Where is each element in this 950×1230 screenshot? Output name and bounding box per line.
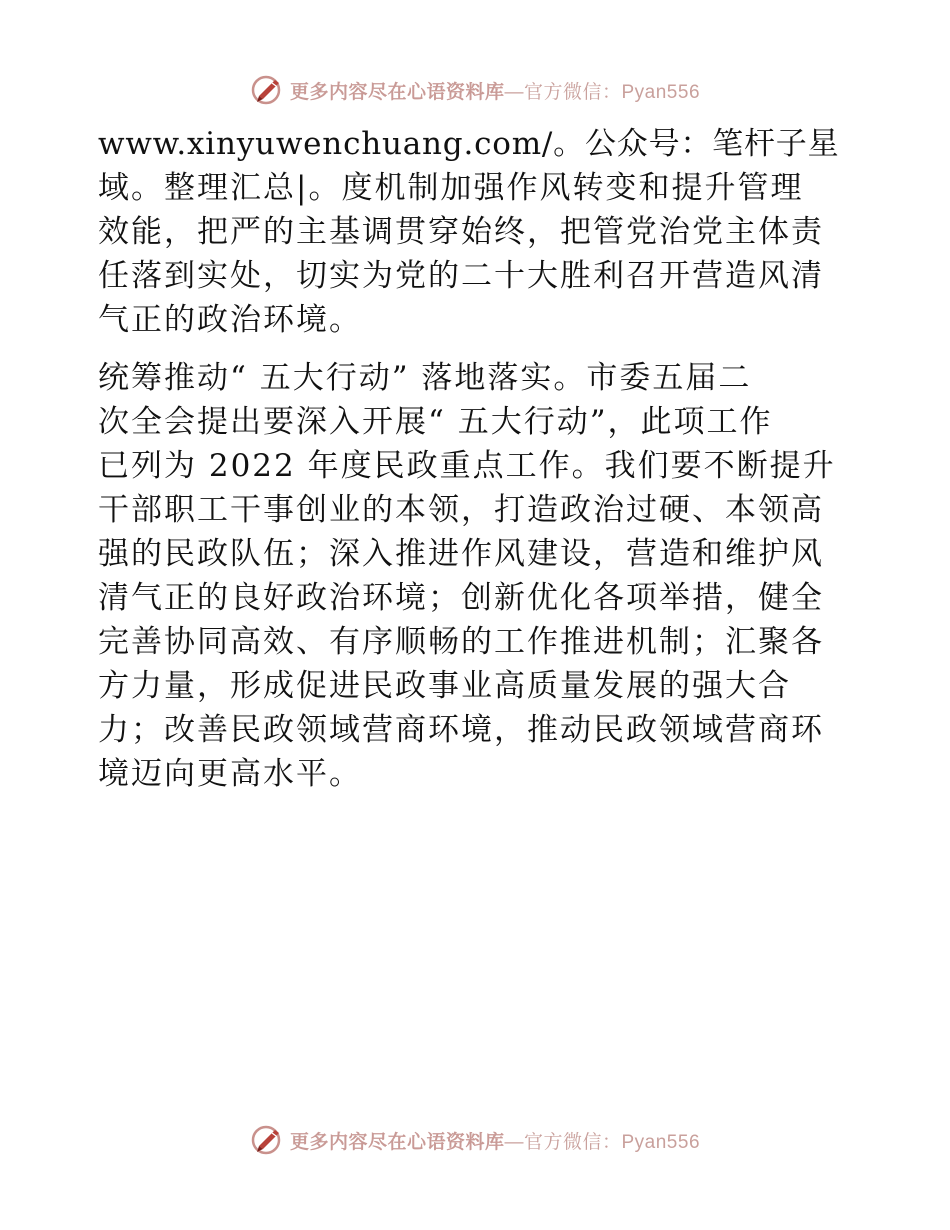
footer-watermark	[0, 1120, 950, 1160]
text-line: 强的民政队伍；深入推进作风建设，营造和维护风	[98, 536, 824, 572]
paragraph	[98, 356, 858, 796]
text-line: 气正的政治环境。	[98, 302, 362, 338]
text-line: 效能，把严的主基调贯穿始终，把管党治党主体责	[98, 214, 824, 250]
text-line: 干部职工干事创业的本领，打造政治过硬、本领高	[98, 492, 824, 528]
pen-logo-icon	[250, 72, 286, 108]
text-line: 任落到实处，切实为党的二十大胜利召开营造风清	[98, 258, 824, 294]
text-line: 域。整理汇总|。度机制加强作风转变和提升管理	[98, 170, 804, 206]
watermark-text: 更多内容尽在心语资料库—官方微信：Pyan556	[289, 80, 701, 103]
pen-logo-icon	[250, 1122, 286, 1158]
text-line: 次全会提出要深入开展“ 五大行动”，此项工作	[98, 404, 773, 440]
paragraph	[98, 122, 858, 342]
watermark-text: 更多内容尽在心语资料库—官方微信：Pyan556	[289, 1130, 701, 1153]
text-line: 清气正的良好政治环境；创新优化各项举措，健全	[98, 580, 824, 616]
text-line: www.xinyuwenchuang.com/。公众号：笔杆子星	[98, 126, 840, 162]
header-watermark	[0, 70, 950, 110]
text-line: 方力量，形成促进民政事业高质量发展的强大合	[98, 668, 791, 704]
text-line: 已列为 2022 年度民政重点工作。我们要不断提升	[98, 448, 836, 484]
document-body	[98, 122, 858, 796]
text-line: 统筹推动“ 五大行动” 落地落实。市委五届二	[98, 360, 752, 396]
text-line: 完善协同高效、有序顺畅的工作推进机制；汇聚各	[98, 624, 824, 660]
text-line: 力；改善民政领域营商环境，推动民政领域营商环	[98, 712, 824, 748]
text-line: 境迈向更高水平。	[98, 756, 362, 792]
